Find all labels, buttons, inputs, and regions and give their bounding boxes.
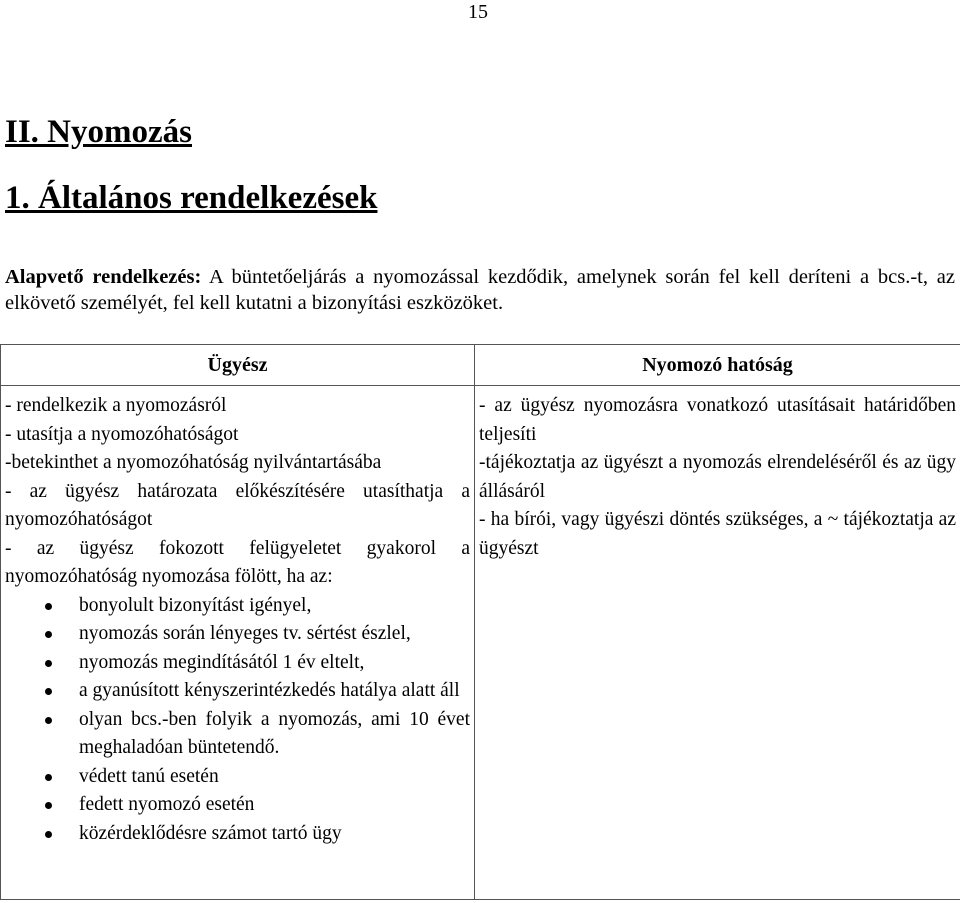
list-item: olyan bcs.-ben folyik a nyomozás, ami 10 évet meghaladóan büntetendő. (5, 706, 470, 763)
right-line: - ha bírói, vagy ügyészi döntés szükséges, a ~ tájékoztatja az ügyészt (479, 509, 956, 559)
comparison-table (0, 344, 960, 900)
section-heading: 1. Általános rendelkezések (5, 180, 378, 216)
table-header-row (1, 345, 960, 386)
intro-bold-label: Alapvető rendelkezés: (5, 266, 202, 288)
right-line: -tájékoztatja az ügyészt a nyomozás elrendeléséről és az ügy állásáról (479, 452, 956, 502)
right-line: - az ügyész nyomozásra vonatkozó utasításait határidőben teljesíti (479, 395, 956, 445)
header-nyomozo-hatosag: Nyomozó hatóság (475, 345, 960, 386)
condition-list (5, 592, 470, 849)
table-body-row (1, 386, 960, 900)
list-item: a gyanúsított kényszerintézkedés hatálya alatt áll (5, 677, 470, 706)
left-line: - rendelkezik a nyomozásról (5, 395, 227, 416)
list-item: védett tanú esetén (5, 763, 470, 792)
left-line: - az ügyész fokozott felügyeletet gyakorol a nyomozóhatóság nyomozása fölött, ha az: (5, 537, 470, 587)
list-item: közérdeklődésre számot tartó ügy (5, 820, 470, 849)
left-line: -betekinthet a nyomozóhatóság nyilvántartásába (5, 452, 382, 473)
list-item: bonyolult bizonyítást igényel, (5, 592, 470, 621)
header-ugyesz: Ügyész (1, 345, 475, 386)
page-number: 15 (468, 1, 488, 23)
left-line: - utasítja a nyomozóhatóságot (5, 423, 239, 445)
left-line: - az ügyész határozata előkészítésére utasíthatja a nyomozóhatóságot (5, 480, 470, 530)
chapter-heading: II. Nyomozás (5, 114, 192, 150)
intro-text: A büntetőeljárás a nyomozással kezdődik, amelynek során fel kell deríteni a bcs.-t, az elkövető személyét, fel kell kutatni a bizonyítási eszközöket. (5, 266, 955, 314)
list-item: nyomozás megindításától 1 év eltelt, (5, 649, 470, 678)
nyomozo-hatosag-cell (475, 386, 960, 900)
list-item: nyomozás során lényeges tv. sértést észlel, (5, 620, 470, 649)
list-item: fedett nyomozó esetén (5, 791, 470, 820)
ugyesz-cell (1, 386, 475, 900)
intro-paragraph (5, 264, 955, 316)
